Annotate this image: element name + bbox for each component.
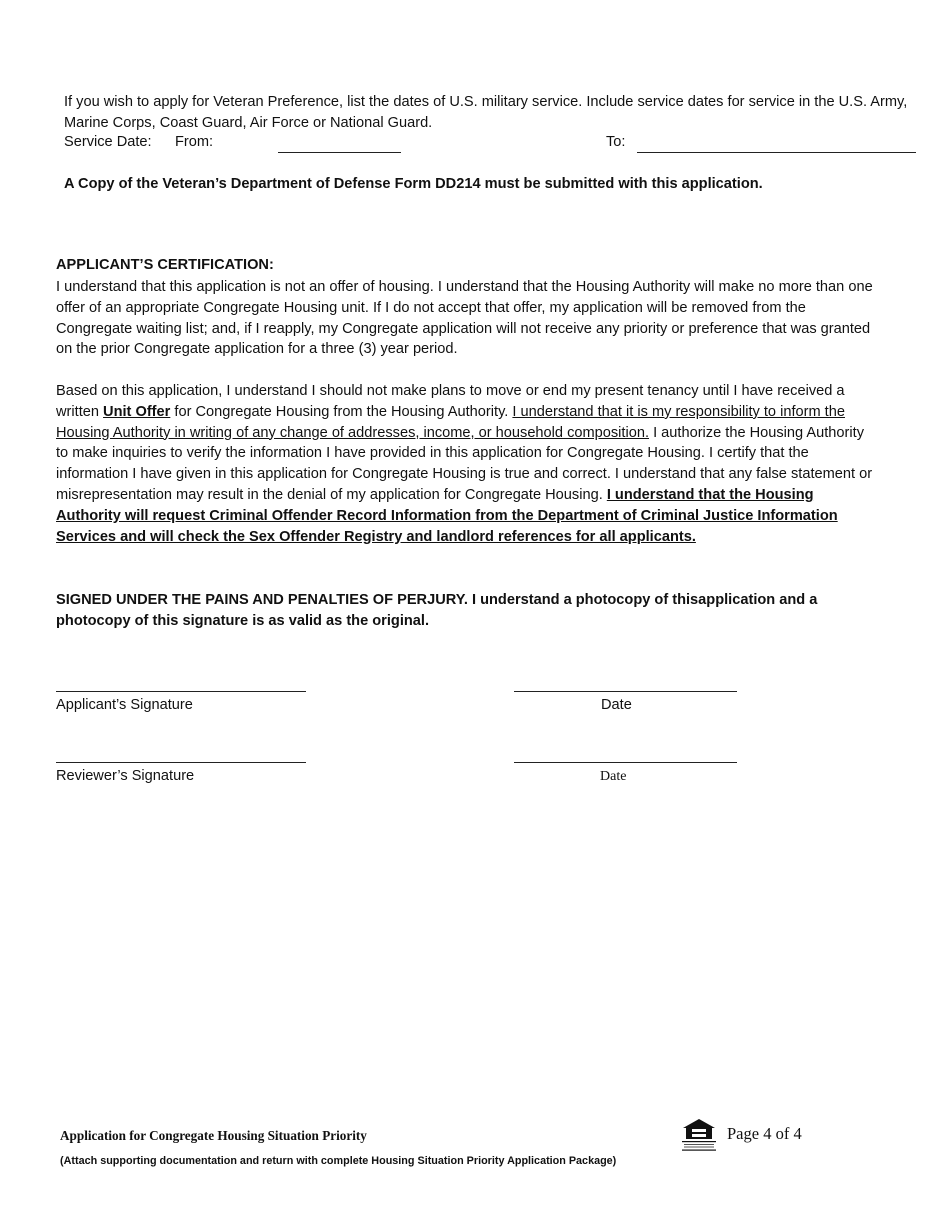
certification-paragraph-1: I understand that this application is not an offer of housing. I understand that the Housing Authority will make no more than one offer of an appropriate Congregate Housing unit. If I do not accept that offer, my application will be removed from the Congregate waiting list; and, if I reapply, my Congregate application will not receive any priority or preference that was granted on the prior Congregate application for a three (3) year period. bbox=[56, 279, 873, 358]
cori-statement: I understand that the Housing Authority will request Criminal Offender Record Information from the Department of Criminal Justice Information Services and will check the Sex Offender Registry and landlord references for all applicants. bbox=[56, 486, 838, 545]
applicant-signature-label: Applicant’s Signature bbox=[56, 697, 193, 713]
to-label: To: bbox=[606, 134, 626, 150]
veteran-preference-instructions: If you wish to apply for Veteran Preference, list the dates of U.S. military service. Include service dates for service in the U.S. Army, Marine Corps, Coast Guard, Air Force or National Guard. bbox=[64, 94, 908, 131]
service-date-label: Service Date: bbox=[64, 134, 152, 150]
service-to-field[interactable] bbox=[637, 152, 916, 153]
unit-offer-term: Unit Offer bbox=[103, 403, 171, 420]
equal-housing-icon bbox=[681, 1118, 717, 1152]
paragraph-2-text-a: for Congregate Housing from the Housing Authority. bbox=[170, 403, 513, 420]
certification-paragraph-2 bbox=[56, 381, 876, 547]
reviewer-date-label: Date bbox=[600, 769, 627, 784]
perjury-statement: SIGNED UNDER THE PAINS AND PENALTIES OF PERJURY. I understand a photocopy of thisapplication and a photocopy of this signature is as valid as the original. bbox=[56, 592, 818, 629]
applicant-signature-line[interactable] bbox=[56, 691, 306, 692]
page-number: Page 4 of 4 bbox=[727, 1124, 802, 1143]
applicant-date-line[interactable] bbox=[514, 691, 737, 692]
reviewer-signature-line[interactable] bbox=[56, 762, 306, 763]
service-date-row bbox=[0, 134, 950, 156]
reviewer-signature-label: Reviewer’s Signature bbox=[56, 768, 195, 784]
footer-title: Application for Congregate Housing Situation Priority bbox=[60, 1128, 367, 1143]
from-label: From: bbox=[175, 134, 214, 150]
reviewer-date-line[interactable] bbox=[514, 762, 737, 763]
paragraph-2-text-b: I authorize the Housing Authority to make inquiries to verify the information I have provided in this application for Congregate Housing. I certify that the information I have given in this application for Congregate Housing is true and correct. I understand that any false statement or misrepresentation may result in the denial of my application for Congregate Housing. bbox=[56, 424, 873, 503]
responsibility-statement: I understand that it is my responsibility to inform the Housing Authority in writing of any change of addresses, income, or household composition. bbox=[56, 403, 845, 441]
dd214-notice: A Copy of the Veteran’s Department of Defense Form DD214 must be submitted with this application. bbox=[64, 176, 763, 192]
footer-note: (Attach supporting documentation and return with complete Housing Situation Priority Application Package) bbox=[60, 1155, 617, 1167]
service-from-field[interactable] bbox=[278, 152, 401, 153]
applicant-date-label: Date bbox=[601, 697, 632, 713]
certification-heading: APPLICANT’S CERTIFICATION: bbox=[56, 257, 274, 273]
paragraph-2-intro: Based on this application, I understand I should not make plans to move or end my present tenancy until I have received a written bbox=[56, 383, 845, 420]
